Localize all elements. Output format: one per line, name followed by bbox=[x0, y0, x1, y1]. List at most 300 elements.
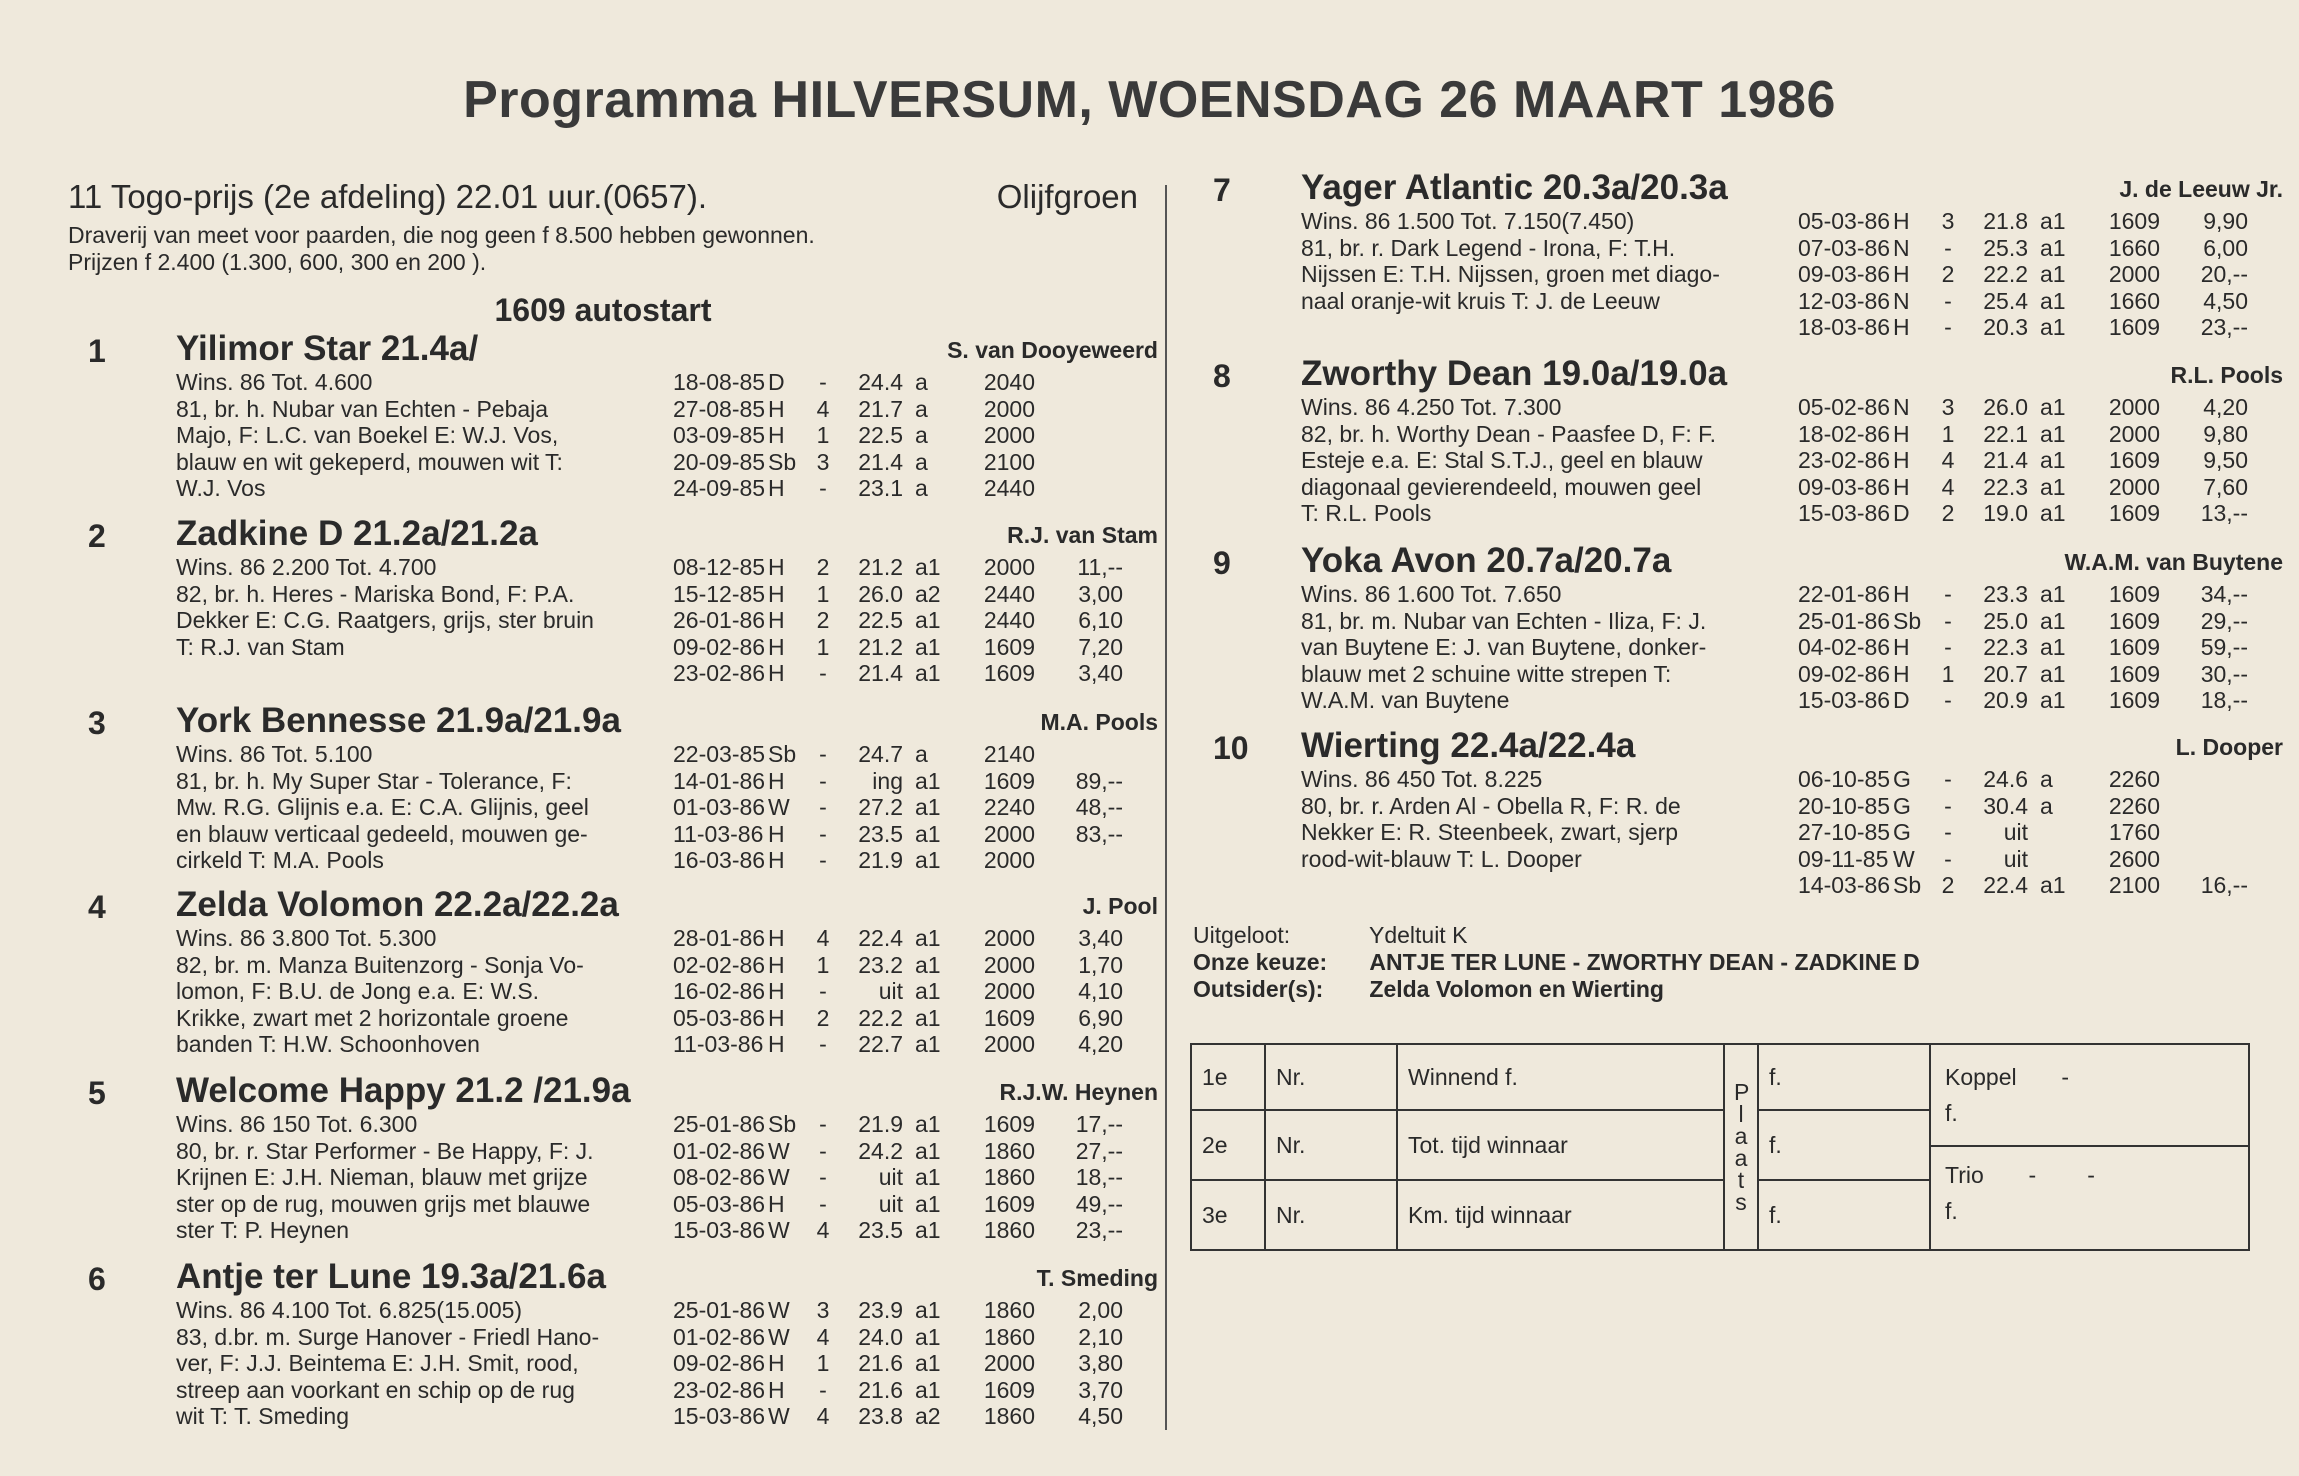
horse-name: Zworthy Dean 19.0a/19.0a bbox=[1301, 354, 1728, 393]
horse-info-line: ster T: P. Heynen bbox=[176, 1217, 350, 1243]
recent-results bbox=[1798, 766, 2248, 899]
result-time: 22.4 bbox=[1983, 872, 2028, 898]
result-date: 09-02-86 bbox=[1798, 660, 1891, 687]
winnend-label: Winnend f. bbox=[1397, 1044, 1724, 1110]
column-divider bbox=[1165, 185, 1167, 1430]
result-place: - bbox=[819, 767, 827, 794]
result-row bbox=[1798, 608, 2248, 635]
result-start: a1 bbox=[2040, 687, 2066, 713]
horse-info-line: wit T: T. Smeding bbox=[176, 1403, 350, 1429]
horse-number: 10 bbox=[1213, 730, 1249, 766]
result-odds bbox=[1035, 449, 1123, 476]
result-distance: 2000 bbox=[983, 554, 1035, 580]
result-track: Sb bbox=[1893, 607, 1922, 634]
result-date: 23-02-86 bbox=[673, 660, 766, 686]
plaats-f-1: f. bbox=[1758, 1044, 1930, 1110]
result-distance: 1609 bbox=[983, 1190, 1035, 1217]
horse-name: Zadkine D 21.2a/21.2a bbox=[176, 514, 538, 553]
result-odds: 83,-- bbox=[1075, 820, 1123, 847]
result-track: H bbox=[768, 847, 785, 873]
result-odds: 3,00 bbox=[1078, 580, 1123, 607]
horse-info-line: Nekker E: R. Steenbeek, zwart, sjerp bbox=[1301, 819, 1679, 845]
result-time: 21.4 bbox=[858, 660, 903, 686]
result-start: a1 bbox=[2040, 607, 2066, 634]
footer-picks bbox=[1193, 922, 2253, 1003]
result-time: 22.5 bbox=[858, 607, 903, 633]
result-odds: 1,70 bbox=[1078, 951, 1123, 978]
result-odds: 3,70 bbox=[1078, 1376, 1123, 1403]
result-place: - bbox=[1944, 581, 1952, 607]
result-date: 06-10-85 bbox=[1798, 766, 1891, 792]
recent-results bbox=[1798, 394, 2248, 527]
result-odds: 13,-- bbox=[2200, 500, 2248, 526]
result-start: a1 bbox=[915, 1217, 941, 1243]
result-time: 24.0 bbox=[858, 1323, 903, 1350]
result-distance: 2000 bbox=[2108, 261, 2160, 287]
result-start: a1 bbox=[915, 767, 941, 794]
result-place: 2 bbox=[1941, 261, 1955, 287]
recent-results bbox=[673, 741, 1123, 874]
result-odds: 11,-- bbox=[1077, 554, 1123, 580]
result-row bbox=[1798, 766, 2248, 793]
result-start: a1 bbox=[915, 951, 941, 978]
result-distance: 2000 bbox=[983, 925, 1035, 951]
result-track: Sb bbox=[1893, 872, 1922, 898]
result-time: uit bbox=[878, 978, 903, 1004]
result-odds: 18,-- bbox=[1075, 1164, 1123, 1190]
result-odds bbox=[2160, 846, 2248, 873]
result-time: 20.3 bbox=[1983, 314, 2028, 340]
result-place: - bbox=[819, 1137, 827, 1164]
horse-info-line: Krijnen E: J.H. Nieman, blauw met grijze bbox=[176, 1164, 588, 1190]
result-start: a bbox=[915, 448, 928, 475]
result-place: 3 bbox=[816, 1297, 830, 1323]
recent-results bbox=[1798, 581, 2248, 714]
result-start: a2 bbox=[915, 580, 941, 607]
result-distance: 1860 bbox=[983, 1137, 1035, 1164]
result-row bbox=[673, 1350, 1123, 1377]
result-distance: 2000 bbox=[2108, 420, 2160, 447]
place-2-nr: Nr. bbox=[1265, 1110, 1397, 1180]
result-start: a bbox=[915, 369, 928, 395]
result-row bbox=[1798, 581, 2248, 608]
result-date: 25-01-86 bbox=[673, 1111, 766, 1137]
result-date: 16-03-86 bbox=[673, 847, 766, 873]
result-distance: 2000 bbox=[983, 951, 1035, 978]
horse-info bbox=[1301, 766, 1853, 872]
result-start: a1 bbox=[2040, 473, 2066, 500]
uitgeloot-label: Uitgeloot: bbox=[1193, 922, 1291, 948]
result-place: - bbox=[1944, 687, 1952, 713]
result-odds: 34,-- bbox=[2200, 581, 2248, 607]
result-start: a1 bbox=[2040, 634, 2066, 660]
result-time: 26.0 bbox=[858, 580, 903, 607]
result-start: a1 bbox=[915, 820, 941, 847]
result-start: a1 bbox=[915, 1111, 941, 1137]
result-track: Sb bbox=[768, 1111, 797, 1137]
uitgeloot-value: Ydeltuit K bbox=[1368, 922, 1468, 948]
trainer-name: R.J.W. Heynen bbox=[999, 1079, 1158, 1105]
result-track: D bbox=[1893, 500, 1910, 526]
result-place: - bbox=[1944, 607, 1952, 634]
result-distance: 2000 bbox=[983, 395, 1035, 422]
result-time: ing bbox=[872, 767, 903, 794]
result-time: 24.4 bbox=[858, 369, 903, 395]
result-row bbox=[673, 396, 1123, 423]
result-odds: 23,-- bbox=[2200, 314, 2248, 340]
result-date: 23-02-86 bbox=[673, 1376, 766, 1403]
result-odds: 6,00 bbox=[2203, 234, 2248, 261]
horse-info-line: Wins. 86 Tot. 4.600 bbox=[176, 369, 373, 395]
result-date: 24-09-85 bbox=[673, 475, 766, 501]
result-distance: 1660 bbox=[2108, 234, 2160, 261]
result-time: 21.9 bbox=[858, 1111, 903, 1137]
result-odds: 2,00 bbox=[1078, 1297, 1123, 1323]
result-row bbox=[673, 1377, 1123, 1404]
horse-info-line: 82, br. m. Manza Buitenzorg - Sonja Vo- bbox=[176, 951, 584, 978]
horse-info-line: T: R.J. van Stam bbox=[176, 633, 345, 660]
result-start: a bbox=[915, 741, 928, 767]
result-place: 1 bbox=[816, 633, 830, 660]
result-date: 09-02-86 bbox=[673, 1350, 766, 1376]
result-row bbox=[673, 581, 1123, 608]
result-odds bbox=[1035, 369, 1123, 396]
result-time: 22.3 bbox=[1983, 634, 2028, 660]
result-row bbox=[673, 1031, 1123, 1058]
result-track: H bbox=[768, 475, 785, 501]
result-track: W bbox=[768, 1323, 790, 1350]
horse-info bbox=[176, 1297, 728, 1430]
result-track: H bbox=[1893, 473, 1910, 500]
result-row bbox=[1798, 819, 2248, 846]
horse-info-line: lomon, F: B.U. de Jong e.a. E: W.S. bbox=[176, 978, 540, 1004]
result-time: 22.4 bbox=[858, 925, 903, 951]
result-odds: 29,-- bbox=[2200, 607, 2248, 634]
result-odds: 16,-- bbox=[2200, 872, 2248, 898]
result-row bbox=[1798, 235, 2248, 262]
result-place: - bbox=[1944, 234, 1952, 261]
trio-f: f. bbox=[1945, 1198, 1958, 1224]
result-row bbox=[673, 1111, 1123, 1138]
result-row bbox=[673, 978, 1123, 1005]
race-name: 11 Togo-prijs (2e afdeling) 22.01 uur.(0657). bbox=[68, 178, 708, 215]
result-track: H bbox=[768, 580, 785, 607]
result-track: G bbox=[1893, 766, 1911, 792]
result-row bbox=[673, 475, 1123, 502]
result-date: 15-03-86 bbox=[673, 1217, 766, 1243]
horse-info-line: streep aan voorkant en schip op de rug bbox=[176, 1376, 575, 1403]
result-distance: 2440 bbox=[983, 580, 1035, 607]
result-date: 16-02-86 bbox=[673, 978, 766, 1004]
result-distance: 2040 bbox=[983, 369, 1035, 395]
result-track: H bbox=[1893, 314, 1910, 340]
result-odds bbox=[2160, 766, 2248, 793]
result-place: 3 bbox=[1941, 208, 1955, 234]
result-date: 09-02-86 bbox=[673, 633, 766, 660]
place-1-nr: Nr. bbox=[1265, 1044, 1397, 1110]
result-time: 25.4 bbox=[1983, 287, 2028, 314]
horse-info-line: van Buytene E: J. van Buytene, donker- bbox=[1301, 634, 1707, 660]
koppel-trio-cell bbox=[1930, 1044, 2249, 1250]
horse-name: York Bennesse 21.9a/21.9a bbox=[176, 701, 621, 740]
keuze-label: Onze keuze: bbox=[1193, 949, 1328, 975]
result-place: 1 bbox=[816, 422, 830, 448]
result-track: N bbox=[1893, 287, 1910, 314]
result-start: a1 bbox=[2040, 447, 2066, 473]
result-date: 18-03-86 bbox=[1798, 314, 1891, 340]
result-start bbox=[2028, 819, 2085, 846]
horse-number: 6 bbox=[88, 1261, 106, 1297]
result-date: 12-03-86 bbox=[1798, 287, 1891, 314]
result-row bbox=[1798, 500, 2248, 527]
result-track: W bbox=[768, 1403, 790, 1429]
result-place: 3 bbox=[816, 448, 830, 475]
result-distance: 1860 bbox=[983, 1297, 1035, 1323]
result-row bbox=[673, 422, 1123, 449]
result-time: 21.6 bbox=[858, 1376, 903, 1403]
result-time: 23.3 bbox=[1983, 581, 2028, 607]
result-odds: 48,-- bbox=[1075, 794, 1123, 820]
result-odds: 3,40 bbox=[1078, 925, 1123, 951]
result-place: 4 bbox=[1941, 473, 1955, 500]
result-time: 21.7 bbox=[858, 395, 903, 422]
result-date: 20-10-85 bbox=[1798, 792, 1891, 819]
result-odds: 4,10 bbox=[1078, 978, 1123, 1004]
result-time: 21.2 bbox=[858, 633, 903, 660]
result-track: G bbox=[1893, 792, 1911, 819]
result-date: 18-02-86 bbox=[1798, 420, 1891, 447]
result-place: 4 bbox=[816, 1323, 830, 1350]
result-distance: 1860 bbox=[983, 1323, 1035, 1350]
result-start: a bbox=[915, 395, 928, 422]
result-row bbox=[1798, 394, 2248, 421]
result-time: 23.8 bbox=[858, 1403, 903, 1429]
result-track: N bbox=[1893, 234, 1910, 261]
result-place: 2 bbox=[816, 554, 830, 580]
result-time: 21.4 bbox=[1983, 447, 2028, 473]
result-place: - bbox=[819, 847, 827, 873]
result-track: H bbox=[768, 925, 785, 951]
result-row bbox=[1798, 793, 2248, 820]
result-odds: 27,-- bbox=[1075, 1137, 1123, 1164]
horse-info-line: ver, F: J.J. Beintema E: J.H. Smit, rood, bbox=[176, 1350, 579, 1376]
result-row bbox=[1798, 261, 2248, 288]
result-track: H bbox=[768, 422, 785, 448]
result-time: 23.9 bbox=[858, 1297, 903, 1323]
result-track: H bbox=[768, 767, 785, 794]
result-distance: 2000 bbox=[2108, 473, 2160, 500]
result-distance: 2000 bbox=[983, 422, 1035, 448]
result-start: a1 bbox=[915, 1031, 941, 1057]
trainer-name: L. Dooper bbox=[2175, 734, 2283, 760]
result-date: 15-03-86 bbox=[1798, 687, 1891, 713]
result-date: 09-03-86 bbox=[1798, 473, 1891, 500]
koppel-f: f. bbox=[1945, 1100, 1958, 1126]
trainer-name: W.A.M. van Buytene bbox=[2064, 549, 2283, 575]
result-time: 22.1 bbox=[1983, 420, 2028, 447]
result-time: 22.3 bbox=[1983, 473, 2028, 500]
result-distance: 2000 bbox=[983, 978, 1035, 1004]
result-track: Sb bbox=[768, 448, 797, 475]
result-row bbox=[673, 847, 1123, 874]
horse-info-line: Majo, F: L.C. van Boekel E: W.J. Vos, bbox=[176, 422, 559, 448]
result-track: H bbox=[768, 820, 785, 847]
result-date: 28-01-86 bbox=[673, 925, 766, 951]
recent-results bbox=[673, 554, 1123, 687]
result-row bbox=[673, 952, 1123, 979]
result-start: a1 bbox=[2040, 261, 2066, 287]
horse-name: Wierting 22.4a/22.4a bbox=[1301, 726, 1636, 765]
result-odds bbox=[1035, 847, 1123, 874]
result-place: - bbox=[1944, 845, 1952, 872]
recent-results bbox=[673, 369, 1123, 502]
result-date: 15-12-85 bbox=[673, 580, 766, 607]
result-odds: 89,-- bbox=[1075, 767, 1123, 794]
result-odds: 4,50 bbox=[1078, 1403, 1123, 1429]
result-start: a1 bbox=[2040, 314, 2066, 340]
result-odds: 7,20 bbox=[1078, 633, 1123, 660]
horse-info-line: 81, br. h. Nubar van Echten - Pebaja bbox=[176, 395, 549, 422]
result-date: 04-02-86 bbox=[1798, 634, 1891, 660]
result-track: H bbox=[768, 554, 785, 580]
result-place: - bbox=[819, 741, 827, 767]
result-time: 19.0 bbox=[1983, 500, 2028, 526]
result-odds: 9,90 bbox=[2203, 208, 2248, 234]
result-distance: 2000 bbox=[983, 820, 1035, 847]
result-track: D bbox=[768, 369, 785, 395]
result-odds: 4,20 bbox=[1078, 1031, 1123, 1057]
result-time: uit bbox=[878, 1190, 903, 1217]
result-place: 1 bbox=[1941, 660, 1955, 687]
result-distance: 1609 bbox=[2108, 660, 2160, 687]
result-odds: 6,10 bbox=[1078, 607, 1123, 633]
result-place: - bbox=[819, 1376, 827, 1403]
horse-info-line: 82, br. h. Worthy Dean - Paasfee D, F: F. bbox=[1301, 420, 1717, 447]
horse-number: 2 bbox=[88, 518, 106, 554]
horse-info-line: ster op de rug, mouwen grijs met blauwe bbox=[176, 1190, 591, 1217]
result-date: 23-02-86 bbox=[1798, 447, 1891, 473]
horse-info-line: Wins. 86 Tot. 5.100 bbox=[176, 741, 373, 767]
result-date: 15-03-86 bbox=[673, 1403, 766, 1429]
trainer-name: J. de Leeuw Jr. bbox=[2119, 176, 2283, 202]
result-time: uit bbox=[2003, 819, 2028, 845]
outsider-label: Outsider(s): bbox=[1193, 976, 1324, 1002]
horse-info bbox=[176, 1111, 728, 1244]
result-row bbox=[673, 634, 1123, 661]
result-odds: 59,-- bbox=[2200, 634, 2248, 660]
result-row bbox=[673, 1297, 1123, 1324]
horse-info bbox=[176, 925, 728, 1058]
result-distance: 2440 bbox=[983, 607, 1035, 633]
place-1-label: 1e bbox=[1191, 1044, 1265, 1110]
result-start: a bbox=[2040, 766, 2053, 792]
result-distance: 2140 bbox=[983, 741, 1035, 767]
result-place: 2 bbox=[1941, 500, 1955, 526]
horse-info-line: 80, br. r. Star Performer - Be Happy, F: J. bbox=[176, 1137, 594, 1164]
plaats-f-2: f. bbox=[1758, 1110, 1930, 1180]
result-start: a1 bbox=[915, 1323, 941, 1350]
result-start: a1 bbox=[2040, 287, 2066, 314]
result-distance: 1609 bbox=[2108, 208, 2160, 234]
result-track: H bbox=[768, 1350, 785, 1376]
result-row bbox=[1798, 846, 2248, 873]
result-place: - bbox=[1944, 819, 1952, 845]
result-time: 22.5 bbox=[858, 422, 903, 448]
result-distance: 1609 bbox=[2108, 634, 2160, 660]
result-distance: 1609 bbox=[983, 1004, 1035, 1031]
result-distance: 2260 bbox=[2108, 766, 2160, 792]
result-track: H bbox=[768, 978, 785, 1004]
horse-name: Antje ter Lune 19.3a/21.6a bbox=[176, 1257, 606, 1296]
result-date: 05-03-86 bbox=[1798, 208, 1891, 234]
result-distance: 1609 bbox=[2108, 607, 2160, 634]
result-row bbox=[673, 1138, 1123, 1165]
result-track: H bbox=[768, 1190, 785, 1217]
result-distance: 2100 bbox=[983, 448, 1035, 475]
result-track: W bbox=[768, 1164, 790, 1190]
result-place: 4 bbox=[816, 395, 830, 422]
result-date: 02-02-86 bbox=[673, 951, 766, 978]
result-distance: 2240 bbox=[983, 794, 1035, 820]
result-place: 4 bbox=[816, 1217, 830, 1243]
result-distance: 2000 bbox=[983, 1350, 1035, 1376]
result-date: 09-03-86 bbox=[1798, 261, 1891, 287]
result-start: a1 bbox=[2040, 581, 2066, 607]
result-date: 11-03-86 bbox=[673, 1031, 764, 1057]
result-time: 21.4 bbox=[858, 448, 903, 475]
result-row bbox=[673, 925, 1123, 952]
horse-info bbox=[176, 741, 728, 874]
result-date: 11-03-86 bbox=[673, 820, 764, 847]
result-start: a1 bbox=[915, 1190, 941, 1217]
result-start: a1 bbox=[915, 1137, 941, 1164]
result-time: 24.2 bbox=[858, 1137, 903, 1164]
result-start: a1 bbox=[915, 607, 941, 633]
result-row bbox=[673, 1191, 1123, 1218]
result-time: 24.6 bbox=[1983, 766, 2028, 792]
result-track: W bbox=[768, 1217, 790, 1243]
result-row bbox=[673, 369, 1123, 396]
horse-info-line: Wins. 86 4.100 Tot. 6.825(15.005) bbox=[176, 1297, 523, 1323]
result-distance: 2000 bbox=[2108, 394, 2160, 420]
result-date: 09-11-85 bbox=[1798, 845, 1889, 872]
horse-name: Yilimor Star 21.4a/ bbox=[176, 329, 479, 368]
recent-results bbox=[673, 1297, 1123, 1430]
horse-info-line: 81, br. h. My Super Star - Tolerance, F: bbox=[176, 767, 572, 794]
result-date: 14-03-86 bbox=[1798, 872, 1891, 898]
horse-info-line: Wins. 86 450 Tot. 8.225 bbox=[1301, 766, 1543, 792]
result-row bbox=[673, 607, 1123, 634]
result-start: a1 bbox=[915, 978, 941, 1004]
result-start: a1 bbox=[2040, 420, 2066, 447]
result-odds: 30,-- bbox=[2200, 660, 2248, 687]
result-start: a1 bbox=[915, 1350, 941, 1376]
horse-info bbox=[1301, 394, 1853, 527]
recent-results bbox=[1798, 208, 2248, 341]
result-odds bbox=[1035, 741, 1123, 768]
result-time: 20.7 bbox=[1983, 660, 2028, 687]
horse-info-line: T: R.L. Pools bbox=[1301, 500, 1432, 526]
result-time: 21.2 bbox=[858, 554, 903, 580]
result-odds: 2,10 bbox=[1078, 1323, 1123, 1350]
outsider-value: Zelda Volomon en Wierting bbox=[1369, 976, 1664, 1002]
result-date: 01-03-86 bbox=[673, 794, 766, 820]
trainer-name: T. Smeding bbox=[1036, 1265, 1158, 1291]
result-track: H bbox=[768, 633, 785, 660]
result-date: 20-09-85 bbox=[673, 448, 766, 475]
result-start bbox=[2028, 846, 2085, 873]
result-odds bbox=[1035, 422, 1123, 449]
